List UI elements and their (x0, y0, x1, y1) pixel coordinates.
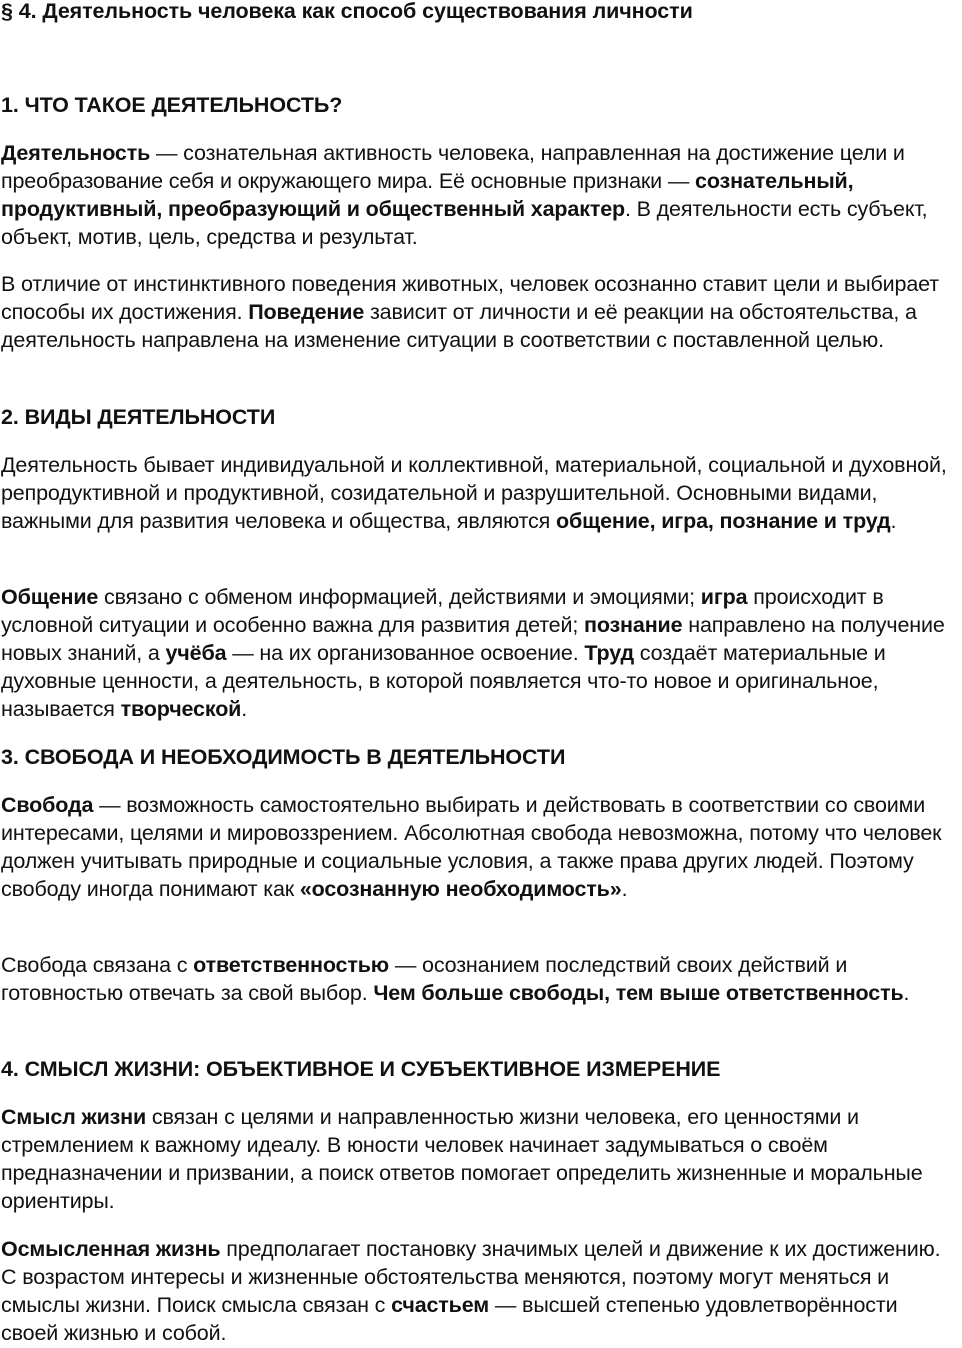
section-heading: 2. ВИДЫ ДЕЯТЕЛЬНОСТИ (1, 405, 276, 429)
bold-term: познание (583, 613, 683, 637)
text-run: . В деятельности есть субъект, объект, мотив, цель, средства и результат. (1, 197, 928, 249)
bold-term: Общение (1, 585, 99, 609)
text-run: . (241, 697, 248, 721)
section-heading: 1. ЧТО ТАКОЕ ДЕЯТЕЛЬНОСТЬ? (1, 93, 343, 117)
text-run: происходит в условной ситуации и особенно важна для развития детей; (1, 585, 884, 637)
bold-term: «осознанную необходимость» (299, 877, 622, 901)
text-run: — на их организованное освоение. (226, 641, 585, 665)
text-run: предполагает постановку значимых целей и движение к их достижению. С возрастом интересы и жизненные обстоятельства меняются, поэтому могут меняться и смыслы жизни. Поиск смысла связан с (1, 1237, 941, 1317)
bold-term: Труд (584, 641, 634, 665)
text-run: — высшей степенью удовлетворённости своей жизнью и собой. (1, 1293, 898, 1345)
bold-term: Осмысленная жизнь (1, 1237, 221, 1261)
bold-term: Поведение (248, 300, 365, 324)
bold-term: Смысл жизни (1, 1105, 147, 1129)
bold-term: общение, игра, познание и труд (555, 509, 891, 533)
bold-term: Деятельность (1, 141, 151, 165)
text-run: — сознательная активность человека, направленная на достижение цели и преобразование себя и окружающего мира. Её основные признаки — (1, 141, 905, 193)
bold-term: Свобода (1, 793, 94, 817)
paragraph (1, 270, 956, 354)
bold-term: ответственностью (193, 953, 390, 977)
bold-term: учёба (165, 641, 227, 665)
paragraph (1, 451, 956, 535)
section-heading: 4. СМЫСЛ ЖИЗНИ: ОБЪЕКТИВНОЕ И СУБЪЕКТИВНОЕ ИЗМЕРЕНИЕ (1, 1057, 721, 1081)
text-run: связан с целями и направленностью жизни человека, его ценностями и стремлением к важному идеалу. В юности человек начинает задумываться о своём предназначении и призвании, а поиск ответов помогает определить жизненные и моральные ориентиры. (1, 1105, 923, 1213)
text-run: Свобода связана с (1, 953, 194, 977)
bold-term: игра (700, 585, 748, 609)
text-run: зависит от личности и её реакции на обстоятельства, а деятельность направлена на изменение ситуации в соответствии с поставленной целью. (1, 300, 917, 352)
text-run: . (890, 509, 897, 533)
text-run: создаёт материальные и духовные ценности, а деятельность, в которой появляется что-то новое и оригинальное, называется (1, 641, 886, 721)
bold-term: счастьем (391, 1293, 490, 1317)
paragraph (1, 791, 956, 903)
bold-term: творческой (120, 697, 242, 721)
page-title: § 4. Деятельность человека как способ существования личности (1, 0, 693, 23)
text-run: . (621, 877, 628, 901)
paragraph (1, 583, 962, 723)
section-heading: 3. СВОБОДА И НЕОБХОДИМОСТЬ В ДЕЯТЕЛЬНОСТИ (1, 745, 566, 769)
bold-term: Чем больше свободы, тем выше ответственность (373, 981, 904, 1005)
paragraph (1, 951, 956, 1007)
text-run: направлено на получение новых знаний, а (1, 613, 945, 665)
text-run: связано с обменом информацией, действиями и эмоциями; (98, 585, 701, 609)
text-run: Деятельность бывает индивидуальной и коллективной, материальной, социальной и духовной, репродуктивной и продуктивной, созидательной и разрушительной. Основными видами, важными для развития человека и общества, являются (1, 453, 947, 533)
paragraph (1, 1235, 956, 1347)
text-run: — возможность самостоятельно выбирать и действовать в соответствии со своими интересами, целями и мировоззрением. Абсолютная свобода невозможна, потому что человек должен учитывать природные и социальные условия, а также права других людей. Поэтому свободу иногда понимают как (1, 793, 942, 901)
bold-term: сознательный, продуктивный, преобразующий и общественный характер (1, 169, 854, 221)
text-run: . (903, 981, 910, 1005)
paragraph (1, 139, 962, 251)
text-run: — осознанием последствий своих действий и готовностью отвечать за свой выбор. (1, 953, 848, 1005)
text-run: В отличие от инстинктивного поведения животных, человек осознанно ставит цели и выбирает способы их достижения. (1, 272, 939, 324)
paragraph (1, 1103, 956, 1215)
